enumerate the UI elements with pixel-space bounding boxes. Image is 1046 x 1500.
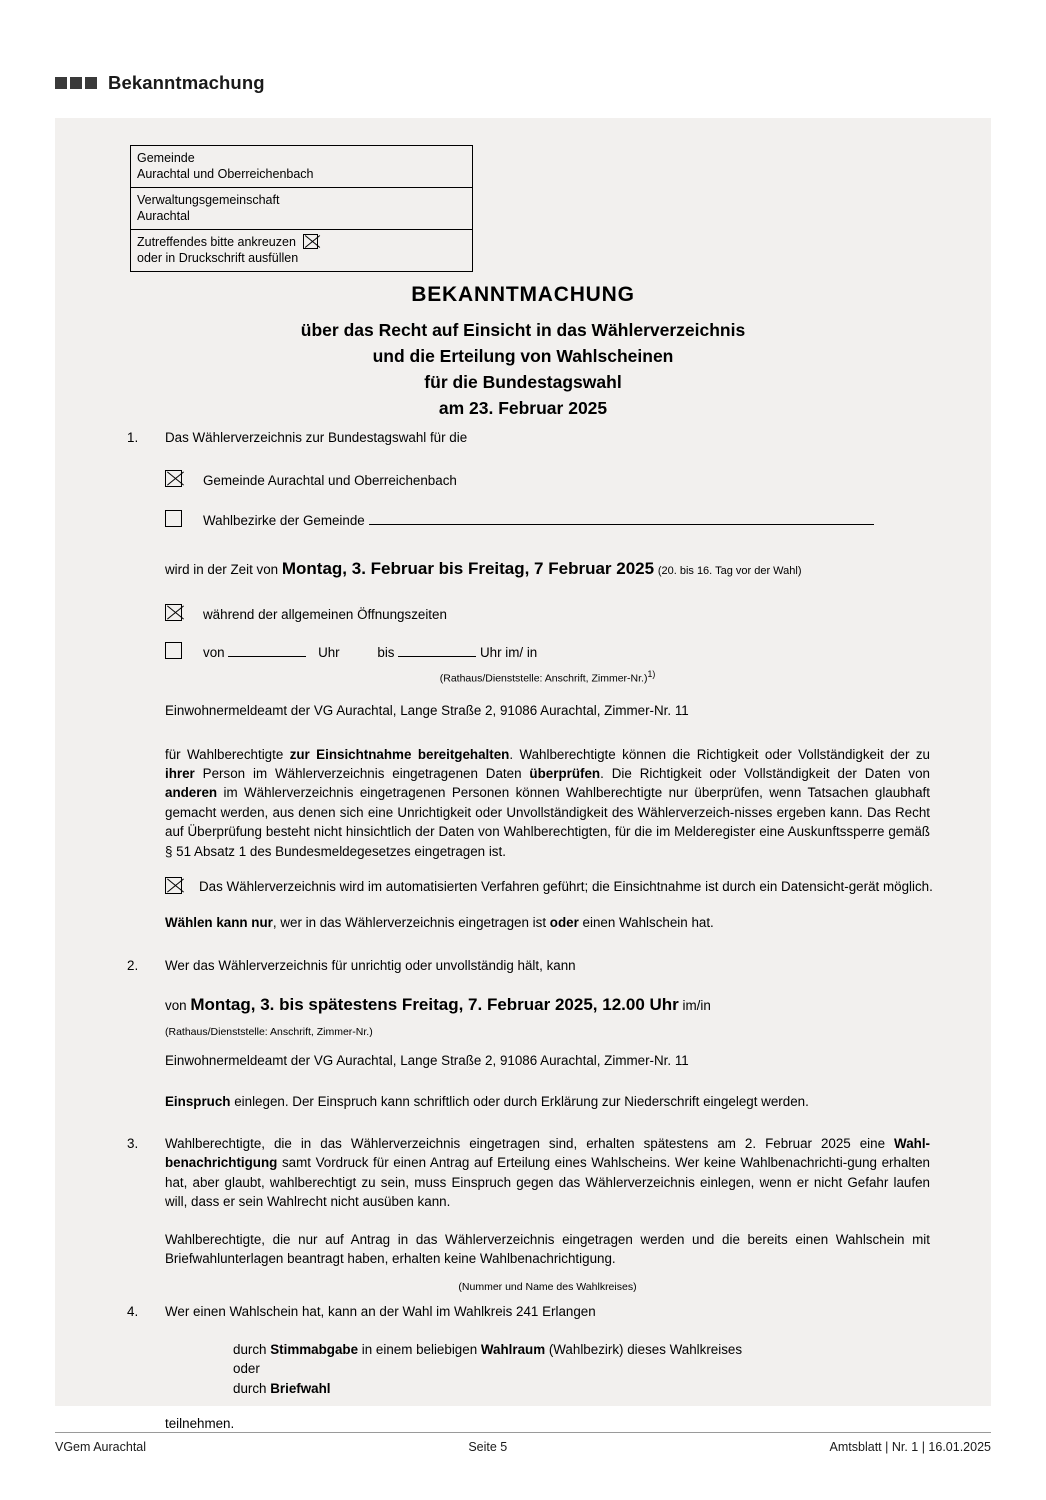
paragraph-waehlen: Wählen kann nur, wer in das Wählerverzeichnis eingetragen ist oder einen Wahlschein hat. (165, 914, 714, 930)
option-gemeinde-label: Gemeinde Aurachtal und Oberreichenbach (203, 473, 457, 488)
wahlbezirke-fill-line[interactable] (369, 513, 874, 525)
zeitfenster-uhr-imin-label: Uhr im/ in (479, 644, 538, 660)
item-2 (55, 956, 991, 976)
objection-period-prefix: von (165, 998, 187, 1014)
item-2-text: Wer das Wählerverzeichnis für unrichtig oder unvollständig hält, kann (165, 958, 576, 974)
objection-period (165, 993, 991, 1018)
hint-rathaus-1: (Rathaus/Dienststelle: Anschrift, Zimmer-Nr.)$^{1)}$ (439, 669, 656, 685)
objection-period-suffix: im/in (682, 998, 711, 1014)
option-zeitfenster-label (203, 642, 991, 662)
checkbox-automatisiert[interactable] (165, 877, 187, 896)
hint-wahlkreis: (Nummer und Name des Wahlkreises) (458, 1281, 637, 1294)
zeitfenster-bis-label: bis (377, 644, 395, 660)
option-automatisiert[interactable] (165, 877, 935, 896)
headbox-gemeinde-label: Gemeinde (137, 151, 195, 165)
checkbox-oeffnungszeiten[interactable] (55, 604, 203, 623)
option-automatisiert-label: Das Wählerverzeichnis wird im automatisierten Verfahren geführt; die Einsichtnahme ist durch ein Datensicht-gerät möglich. (199, 879, 933, 895)
squares-decoration-icon (55, 77, 97, 89)
footer-right: Amtsblatt | Nr. 1 | 16.01.2025 (829, 1440, 991, 1454)
notice-subtitle-line4: am 23. Februar 2025 (438, 397, 608, 418)
inspection-period-prefix: wird in der Zeit von (165, 561, 279, 577)
notice-body (55, 428, 991, 1433)
option-zeitfenster[interactable] (55, 642, 991, 662)
item-4-number: 4. (127, 1303, 139, 1319)
headbox-vg-value: Aurachtal (137, 209, 190, 223)
item-3-text: Wahlberechtigte, die in das Wählerverzeichnis eingetragen sind, erhalten spätestens am 2. Februar 2025 eine Wahl-benachrichtigung samt Vordruck für einen Antrag auf Erteilung eines Wahlscheins. Wer keine Wahlbenachrichti-gung erhalten hat, aber glaubt, wahlberechtigt zu sein, muss Einspruch gegen das Wählerverzeichnis einlegen, wenn er nicht Gefahr laufen will, dass er sein Wahlrecht nicht ausüben kann. (165, 1135, 930, 1210)
item-1-text: Das Wählerverzeichnis zur Bundestagswahl für die (165, 430, 468, 445)
headbox-instructions (131, 230, 472, 271)
footer-left: VGem Aurachtal (55, 1440, 147, 1454)
checkbox-zeitfenster[interactable] (55, 642, 203, 661)
item-3-number: 3. (127, 1135, 139, 1151)
item-4-teilnehmen: teilnehmen. (165, 1415, 235, 1431)
item-3 (55, 1134, 991, 1212)
checkbox-wahlbezirke[interactable] (55, 510, 203, 529)
notice-subtitle-line1: über das Recht auf Einsicht in das Wählerverzeichnis (300, 320, 746, 340)
address-line-2: Einwohnermeldeamt der VG Aurachtal, Lange Straße 2, 91086 Aurachtal, Zimmer-Nr. 11 (165, 1052, 689, 1068)
address-line-1: Einwohnermeldeamt der VG Aurachtal, Lange Straße 2, 91086 Aurachtal, Zimmer-Nr. 11 (165, 703, 689, 719)
headbox-instruction-line2: oder in Druckschrift ausfüllen (137, 251, 299, 265)
item-2-number: 2. (127, 958, 139, 974)
headbox-instruction-text: Zutreffendes bitte ankreuzen (137, 235, 296, 249)
zeitfenster-uhr-label: Uhr (318, 644, 340, 660)
item-1-number: 1. (127, 430, 139, 445)
option-wahlbezirke[interactable] (55, 510, 991, 530)
document-header (55, 72, 265, 94)
headbox-instruction-line1 (137, 234, 466, 250)
objection-period-dates: Montag, 3. bis spätestens Freitag, 7. Februar 2025, 12.00 Uhr (190, 995, 679, 1015)
item-4 (55, 1302, 991, 1322)
paragraph-einspruch: Einspruch einlegen. Der Einspruch kann schriftlich oder durch Erklärung zur Niederschrift eingelegt werden. (165, 1094, 809, 1110)
footer-divider (55, 1432, 991, 1433)
checkbox-checked-icon[interactable] (303, 234, 318, 249)
headbox-vg-label: Verwaltungsgemeinschaft (137, 193, 280, 207)
item-1 (55, 428, 991, 448)
notice-subtitle-line3: für die Bundestagswahl (424, 371, 622, 392)
headbox-gemeinde-value: Aurachtal und Oberreichenbach (137, 167, 314, 181)
headbox-vg (131, 188, 472, 230)
page-footer (55, 1440, 991, 1454)
notice-title: BEKANNTMACHUNG (411, 283, 635, 306)
option-gemeinde[interactable] (55, 470, 991, 490)
hint-rathaus-2: (Rathaus/Dienststelle: Anschrift, Zimmer-Nr.) (165, 1025, 373, 1038)
inspection-period-note: (20. bis 16. Tag vor der Wahl) (657, 564, 802, 577)
zeitfenster-von-label: von (203, 644, 225, 660)
item-4-text: Wer einen Wahlschein hat, kann an der Wahl im Wahlkreis 241 Erlangen (165, 1303, 596, 1319)
inspection-period (165, 557, 991, 582)
item-4-option-briefwahl: durch Briefwahl (233, 1380, 331, 1396)
footer-page-number: Seite 5 (468, 1440, 508, 1454)
headbox-gemeinde (131, 146, 472, 188)
checkbox-gemeinde[interactable] (55, 470, 203, 489)
option-oeffnungszeiten-label: während der allgemeinen Öffnungszeiten (203, 606, 447, 622)
notice-subtitle (55, 318, 991, 422)
option-oeffnungszeiten[interactable] (55, 604, 991, 624)
zeitfenster-von-field[interactable] (228, 645, 306, 657)
option-wahlbezirke-label: Wahlbezirke der Gemeinde (203, 510, 991, 530)
item-4-option-stimmabgabe: durch Stimmabgabe in einem beliebigen Wahlraum (Wahlbezirk) dieses Wahlkreises (233, 1341, 743, 1357)
page-title: Bekanntmachung (108, 72, 265, 93)
item-4-oder: oder (233, 1361, 260, 1377)
zeitfenster-bis-field[interactable] (398, 645, 476, 657)
notice-subtitle-line2: und die Erteilung von Wahlscheinen (372, 345, 674, 366)
notice-panel (55, 118, 991, 1431)
paragraph-inspection-rights: für Wahlberechtigte zur Einsichtnahme bereitgehalten. Wahlberechtigte können die Richtigkeit oder Vollständigkeit der zu ihrer Person im Wählerverzeichnis eingetragenen Daten überprüfen. Die Richtigkeit oder Vollständigkeit der Daten von anderen im Wählerverzeichnis eingetragenen Personen können Wahlberechtigte nur überprüfen, wenn Tatsachen glaubhaft gemacht werden, aus denen sich eine Unrichtigkeit oder Unvollständigkeit des Wählerverzeich-nisses ergeben kann. Das Recht auf Überprüfung besteht nicht hinsichtlich der Daten von Wahlberechtigten, für die im Melderegister eine Auskunftssperre gemäß § 51 Absatz 1 des Bundesmeldegesetzes eingetragen ist. (165, 746, 930, 859)
inspection-period-dates: Montag, 3. Februar bis Freitag, 7 Februar 2025 (281, 558, 655, 578)
form-header-box (130, 145, 473, 272)
item-3-text-2: Wahlberechtigte, die nur auf Antrag in das Wählerverzeichnis eingetragen werden und die bereits einen Wahlschein mit Briefwahlunterlagen beantragt haben, erhalten keine Wahlbenachrichtigung. (165, 1231, 930, 1266)
